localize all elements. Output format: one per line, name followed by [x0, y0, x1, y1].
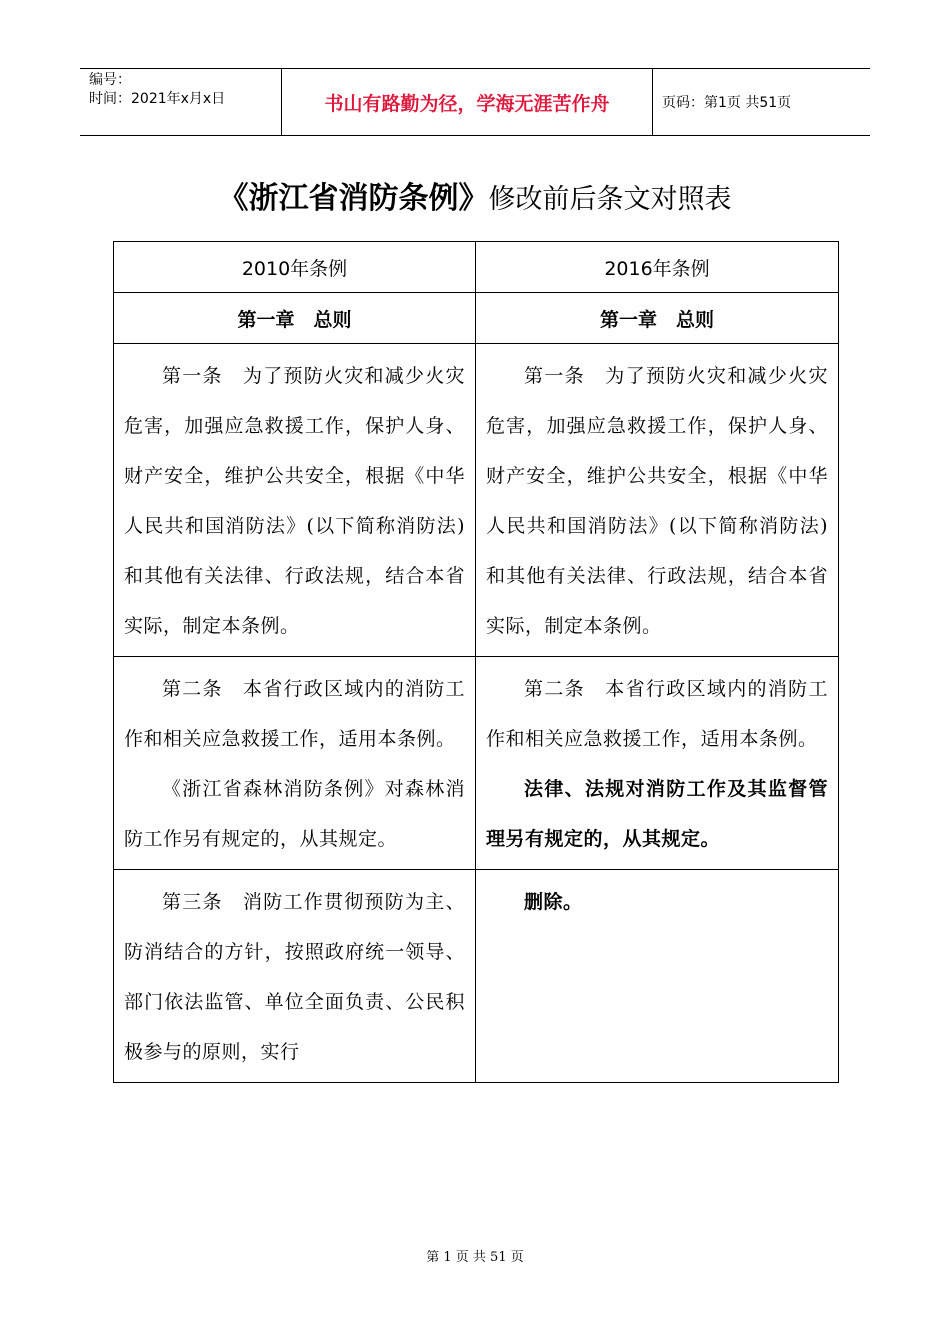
article-2-2010 — [114, 657, 476, 870]
article-1-2016 — [476, 344, 839, 657]
article-text: 第二条 本省行政区域内的消防工作和相关应急救援工作，适用本条例。 — [124, 678, 465, 750]
table-header-row — [114, 242, 839, 293]
chapter-title-2016: 第一章 总则 — [476, 293, 839, 344]
header-page-info: 页码：第1页 共51页 — [662, 95, 792, 111]
amended-text: 删除。 — [524, 891, 583, 913]
article-text: 第三条 消防工作贯彻预防为主、防消结合的方针，按照政府统一领导、部门依法监管、单位全面负责、公民积极参与的原则，实行 — [124, 891, 465, 1063]
article-text: 《浙江省森林消防条例》对森林消防工作另有规定的，从其规定。 — [124, 778, 465, 850]
article-text: 第一条 为了预防火灾和减少火灾危害，加强应急救援工作，保护人身、财产安全，维护公共安全，根据《中华人民共和国消防法》(以下简称消防法)和其他有关法律、行政法规，结合本省实际，制定本条例。 — [486, 365, 828, 637]
article-1-2010 — [114, 344, 476, 657]
article-3-2010 — [114, 870, 476, 1083]
header-bar — [80, 68, 870, 136]
document-title — [0, 176, 950, 223]
comparison-table — [113, 241, 839, 1083]
column-header-2010: 2010年条例 — [114, 242, 476, 293]
article-text: 第二条 本省行政区域内的消防工作和相关应急救援工作，适用本条例。 — [486, 678, 828, 750]
amended-text: 法律、法规对消防工作及其监督管理另有规定的，从其规定。 — [486, 778, 828, 850]
page-footer: 第 1 页 共 51 页 — [426, 1250, 524, 1265]
table-row — [114, 657, 839, 870]
table-row — [114, 344, 839, 657]
article-2-2016 — [476, 657, 839, 870]
header-meta — [80, 69, 281, 135]
article-3-2016 — [476, 870, 839, 1083]
document-date: 时间：2021年x月x日 — [89, 91, 226, 107]
title-suffix: 修改前后条文对照表 — [488, 184, 732, 215]
document-number: 编号： — [89, 72, 131, 88]
table-row — [114, 870, 839, 1083]
chapter-row — [114, 293, 839, 344]
chapter-title-2010: 第一章 总则 — [114, 293, 476, 344]
title-main: 《浙江省消防条例》 — [218, 181, 489, 216]
article-text: 第一条 为了预防火灾和减少火灾危害，加强应急救援工作，保护人身、财产安全，维护公共安全，根据《中华人民共和国消防法》(以下简称消防法)和其他有关法律、行政法规，结合本省实际，制定本条例。 — [124, 365, 465, 637]
column-header-2016: 2016年条例 — [476, 242, 839, 293]
header-motto: 书山有路勤为径，学海无涯苦作舟 — [281, 69, 653, 135]
